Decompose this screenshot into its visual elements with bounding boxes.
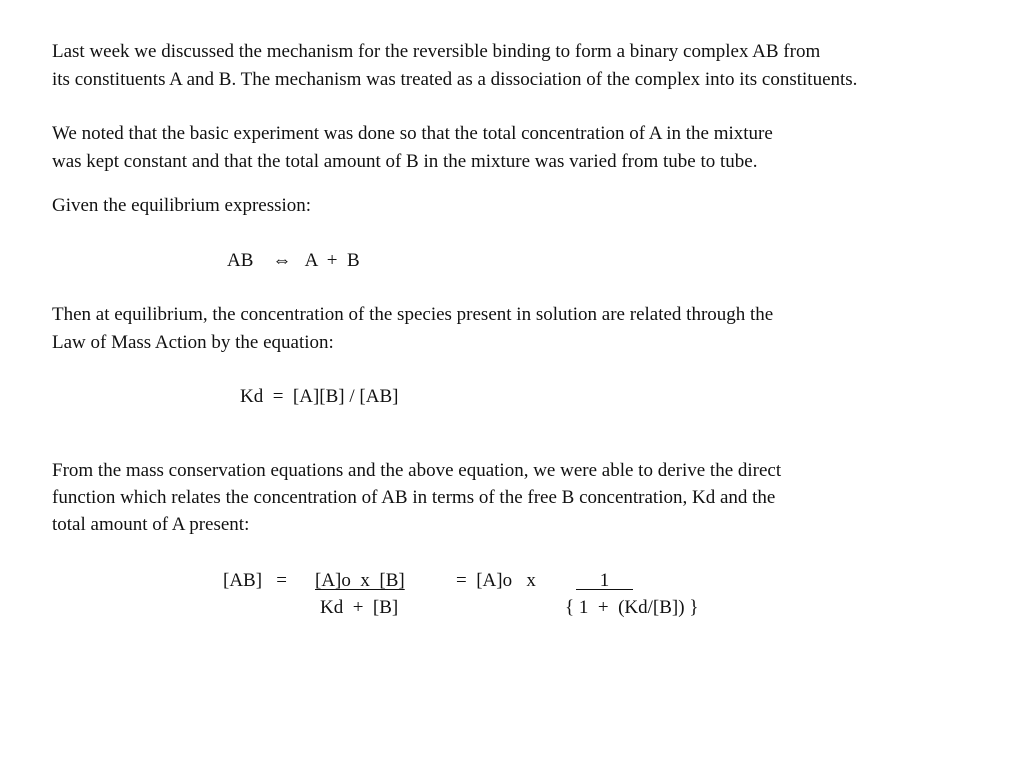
p1-line1: Last week we discussed the mechanism for the reversible binding to form a binary complex AB from bbox=[52, 41, 821, 62]
p3-line1: Given the equilibrium expression: bbox=[52, 195, 312, 216]
direct-numerator: [A]o x [B] bbox=[315, 570, 405, 591]
p2-line1: We noted that the basic experiment was done so that the total concentration of A in the mixture bbox=[52, 123, 773, 144]
direct-denominator: Kd + [B] bbox=[320, 597, 399, 618]
p4-line1: Then at equilibrium, the concentration of the species present in solution are related through the bbox=[52, 304, 774, 325]
p2-line2: was kept constant and that the total amount of B in the mixture was varied from tube to tube. bbox=[52, 151, 758, 172]
equilibrium-equation: AB ⇔ A + B bbox=[227, 250, 360, 271]
p5-line3: total amount of A present: bbox=[52, 514, 250, 535]
p5-line2: function which relates the concentration of AB in terms of the free B concentration, Kd and the bbox=[52, 487, 776, 508]
p1-line2: its constituents A and B. The mechanism was treated as a dissociation of the complex into its constituents. bbox=[52, 69, 858, 90]
direct-lhs: [AB] = bbox=[223, 570, 288, 591]
direct-middle: = [A]o x bbox=[456, 570, 536, 591]
p4-line2: Law of Mass Action by the equation: bbox=[52, 332, 334, 353]
p5-line1: From the mass conservation equations and the above equation, we were able to derive the direct bbox=[52, 460, 782, 481]
direct-numerator-2: 1 bbox=[576, 570, 633, 591]
kd-equation: Kd = [A][B] / [AB] bbox=[240, 386, 399, 407]
direct-denominator-2: { 1 + (Kd/[B]) } bbox=[565, 597, 699, 618]
